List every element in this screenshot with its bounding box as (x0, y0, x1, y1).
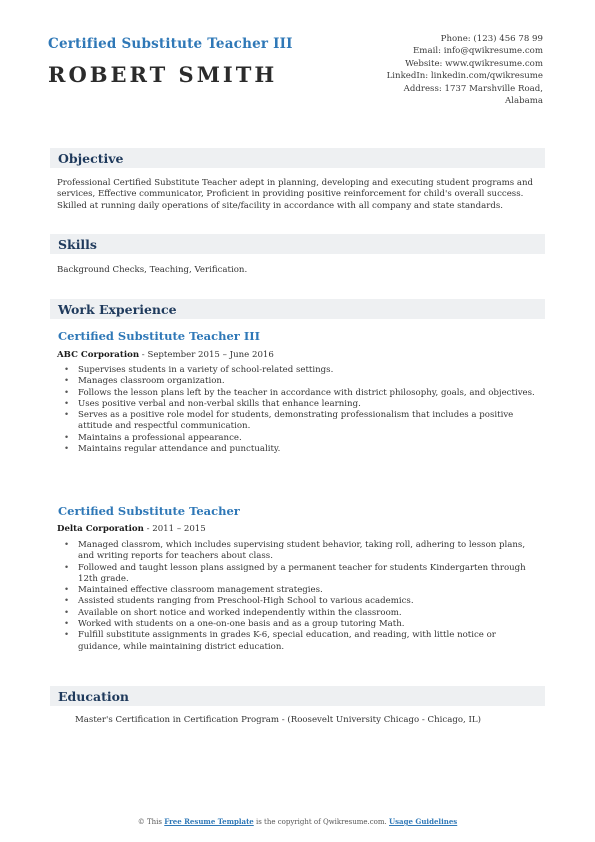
objective-text: Professional Certified Substitute Teacher adept in planning, developing and executing student programs and services, Effective communicator, Proficient in providing positive reinforcement for child's overall success. Skilled at running daily operations of site/facility in accordance with all company and state standards. (57, 178, 534, 211)
list-item: • Uses positive verbal and non-verbal skills that enhance learning. (64, 399, 540, 410)
skills-text: Background Checks, Teaching, Verification. (57, 265, 248, 275)
list-item: • Followed and taught lesson plans assigned by a permanent teacher for students Kindergarten through 12th grade. (64, 563, 540, 586)
resume-job-title: Certified Substitute Teacher III (48, 36, 293, 52)
skills-heading: Skills (58, 237, 97, 252)
job-duties-2 (64, 540, 540, 653)
footer-prefix: © This (137, 818, 165, 826)
experience-header (50, 299, 545, 319)
list-item: • Serves as a positive role model for students, demonstrating professionalism that includes a positive attitude and respectful communication. (64, 410, 540, 433)
education-header (50, 686, 545, 706)
job-title-1: Certified Substitute Teacher III (58, 329, 260, 343)
copyright-footer (0, 817, 595, 826)
skills-header (50, 234, 545, 254)
list-item: • Worked with students on a one-on-one basis and as a group tutoring Math. (64, 619, 540, 630)
contact-linkedin: LinkedIn: linkedin.com/qwikresume (386, 71, 543, 82)
list-item: • Fulfill substitute assignments in grades K-6, special education, and reading, with little notice or guidance, while maintaining district education. (64, 630, 540, 653)
company-name-2: Delta Corporation (57, 524, 144, 534)
objective-header (50, 148, 545, 168)
contact-address: Address: 1737 Marshville Road, (403, 83, 543, 94)
footer-copyright-text: is the copyright of Qwikresume.com. (253, 818, 389, 826)
free-resume-template-link[interactable]: Free Resume Template (164, 817, 254, 826)
list-item: • Maintains a professional appearance. (64, 433, 540, 444)
list-item: • Maintains regular attendance and punctuality. (64, 444, 540, 455)
job-dates-2: - 2011 – 2015 (143, 524, 206, 534)
list-item: • Available on short notice and worked independently within the classroom. (64, 608, 540, 619)
candidate-name: ROBERT SMITH (48, 62, 278, 87)
contact-email: Email: info@qwikresume.com (413, 46, 543, 57)
list-item: • Follows the lesson plans left by the teacher in accordance with district philosophy, goals, and objectives. (64, 388, 540, 399)
job-title-2: Certified Substitute Teacher (58, 504, 240, 518)
contact-website: Website: www.qwikresume.com (405, 58, 543, 69)
company-line-2 (57, 524, 206, 534)
contact-block (303, 33, 543, 107)
contact-phone: Phone: (123) 456 78 99 (440, 34, 543, 44)
list-item: • Assisted students ranging from Preschool-High School to various academics. (64, 596, 540, 607)
company-name-1: ABC Corporation (57, 350, 140, 360)
company-line-1 (57, 350, 274, 360)
list-item: • Maintained effective classroom management strategies. (64, 585, 540, 596)
contact-address-state: Alabama (505, 96, 543, 107)
job-dates-1: - September 2015 – June 2016 (139, 350, 274, 360)
education-entry: Master's Certification in Certification Program - (Roosevelt University Chicago - Chicago, IL) (75, 715, 481, 725)
job-duties-1 (64, 365, 540, 455)
objective-heading: Objective (58, 151, 124, 166)
usage-guidelines-link[interactable]: Usage Guidelines (388, 817, 458, 826)
education-heading: Education (58, 689, 130, 704)
list-item: • Manages classroom organization. (64, 376, 540, 387)
list-item: • Managed classrom, which includes supervising student behavior, taking roll, adhering to lesson plans, and writing reports for teachers about class. (64, 540, 540, 563)
experience-heading: Work Experience (58, 302, 177, 317)
list-item: • Supervises students in a variety of school-related settings. (64, 365, 540, 376)
